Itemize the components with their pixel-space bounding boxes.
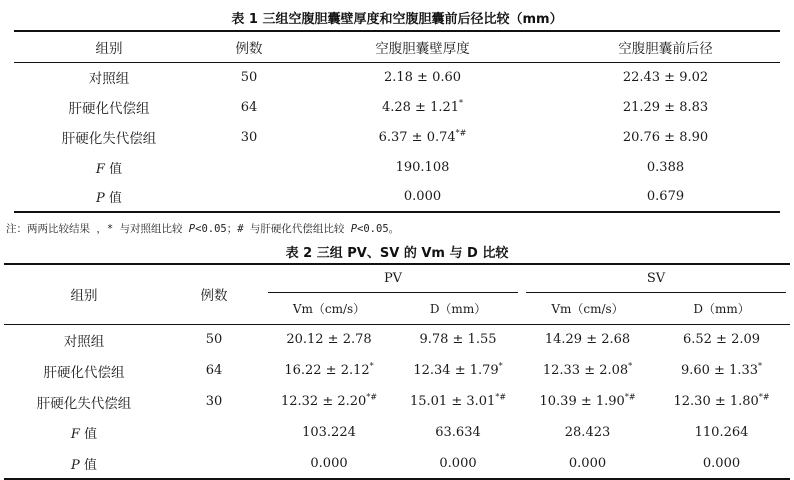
row-diam: 22.43 ± 9.02 <box>622 69 709 85</box>
f-value-row <box>14 152 780 182</box>
header-count: 例数 <box>164 264 264 324</box>
p-sv-vm: 0.000 <box>568 455 607 471</box>
f-diam: 0.388 <box>646 159 685 175</box>
row-group: 肝硬化代偿组 <box>68 101 150 117</box>
header-ap-diameter: 空腹胆囊前后径 <box>618 40 713 57</box>
p-label: P 值 <box>71 457 97 473</box>
pv-vm-cell: 20.12 ± 2.78 <box>286 332 372 348</box>
f-sv-vm: 28.423 <box>564 425 611 440</box>
sv-d-cell: 12.30 ± 1.80*# <box>673 392 770 409</box>
table-row <box>4 324 790 355</box>
table1 <box>14 30 780 213</box>
table-row <box>4 355 790 386</box>
empty-cell <box>204 152 294 182</box>
row-group: 对照组 <box>63 333 105 350</box>
p-pv-d: 0.000 <box>439 455 477 471</box>
row-wall-cell <box>294 92 551 122</box>
row-wall-cell <box>294 122 551 152</box>
header-sv-vm: Vm（cm/s） <box>522 294 653 324</box>
pv-vm-cell: 16.22 ± 2.12* <box>284 361 374 378</box>
sv-vm-cell: 10.39 ± 1.90*# <box>539 392 636 409</box>
table-footnote: 注：两两比较结果 ，* 与对照组比较 P<0.05；# 与肝硬化代偿组比较 P<0.05。 <box>6 223 400 235</box>
f-label: F 值 <box>70 427 98 442</box>
row-group: 对照组 <box>88 71 130 88</box>
pv-d-cell: 9.78 ± 1.55 <box>419 332 497 348</box>
p-sv-d: 0.000 <box>702 455 741 471</box>
wall-value: 4.28 ± 1.21 <box>381 99 460 115</box>
sv-vm-cell: 14.29 ± 2.68 <box>544 332 631 348</box>
row-group: 肝硬化失代偿组 <box>61 131 157 147</box>
f-pv-d: 63.634 <box>435 425 481 440</box>
header-wall-thickness: 空腹胆囊壁厚度 <box>375 40 470 57</box>
header-pv-vm: Vm（cm/s） <box>264 294 394 324</box>
table2-header-row-1 <box>4 264 790 294</box>
table-row <box>4 386 790 417</box>
row-count: 50 <box>205 332 223 348</box>
row-count: 50 <box>240 69 258 85</box>
row-group: 肝硬化代偿组 <box>43 364 125 381</box>
pv-d-cell: 12.34 ± 1.79* <box>413 361 503 378</box>
header-group: 组别 <box>95 40 123 57</box>
header-pv: PV <box>264 264 522 294</box>
row-count: 64 <box>240 99 258 115</box>
table1-caption: 表 1 三组空腹胆囊壁厚度和空腹胆囊前后径比较（mm） <box>231 12 563 27</box>
table2-caption: 表 2 三组 PV、SV 的 Vm 与 D 比较 <box>285 246 509 261</box>
wall-value: 2.18 ± 0.60 <box>383 69 462 85</box>
f-wall: 190.108 <box>395 159 450 175</box>
f-sv-d: 110.264 <box>694 425 749 440</box>
table-row <box>14 92 780 122</box>
header-pv-d: D（mm） <box>394 294 522 324</box>
p-pv-vm: 0.000 <box>310 455 348 471</box>
table2 <box>4 263 790 480</box>
wall-value: 6.37 ± 0.74 <box>378 129 456 145</box>
significance-mark: * <box>459 98 464 108</box>
row-diam: 21.29 ± 8.83 <box>622 99 709 115</box>
row-count: 30 <box>205 394 223 409</box>
header-group: 组别 <box>4 264 164 324</box>
p-value-row <box>4 448 790 479</box>
row-count: 30 <box>240 129 258 145</box>
row-group: 肝硬化失代偿组 <box>36 395 132 412</box>
row-wall-cell <box>294 62 551 92</box>
pv-d-cell: 15.01 ± 3.01*# <box>409 392 507 409</box>
p-label: P 值 <box>96 191 122 206</box>
sv-d-cell: 6.52 ± 2.09 <box>682 332 761 348</box>
empty-cell <box>164 417 264 448</box>
header-sv: SV <box>522 264 790 294</box>
table-row <box>14 122 780 152</box>
empty-cell <box>204 182 294 212</box>
f-pv-vm: 103.224 <box>302 425 356 440</box>
table1-header-row <box>14 31 780 62</box>
row-diam: 20.76 ± 8.90 <box>622 129 709 145</box>
empty-cell <box>164 448 264 479</box>
sv-d-cell: 9.60 ± 1.33* <box>680 361 763 378</box>
p-value-row <box>14 182 780 212</box>
f-value-row <box>4 417 790 448</box>
sv-vm-cell: 12.33 ± 2.08* <box>542 361 633 378</box>
header-count: 例数 <box>235 40 263 57</box>
significance-mark: *# <box>455 128 467 138</box>
pv-vm-cell: 12.32 ± 2.20*# <box>280 392 378 409</box>
header-sv-d: D（mm） <box>653 294 790 324</box>
p-diam: 0.679 <box>646 189 685 204</box>
table-row <box>14 62 780 92</box>
row-count: 64 <box>205 363 223 378</box>
f-label: F 值 <box>95 161 123 177</box>
p-wall: 0.000 <box>403 189 442 204</box>
